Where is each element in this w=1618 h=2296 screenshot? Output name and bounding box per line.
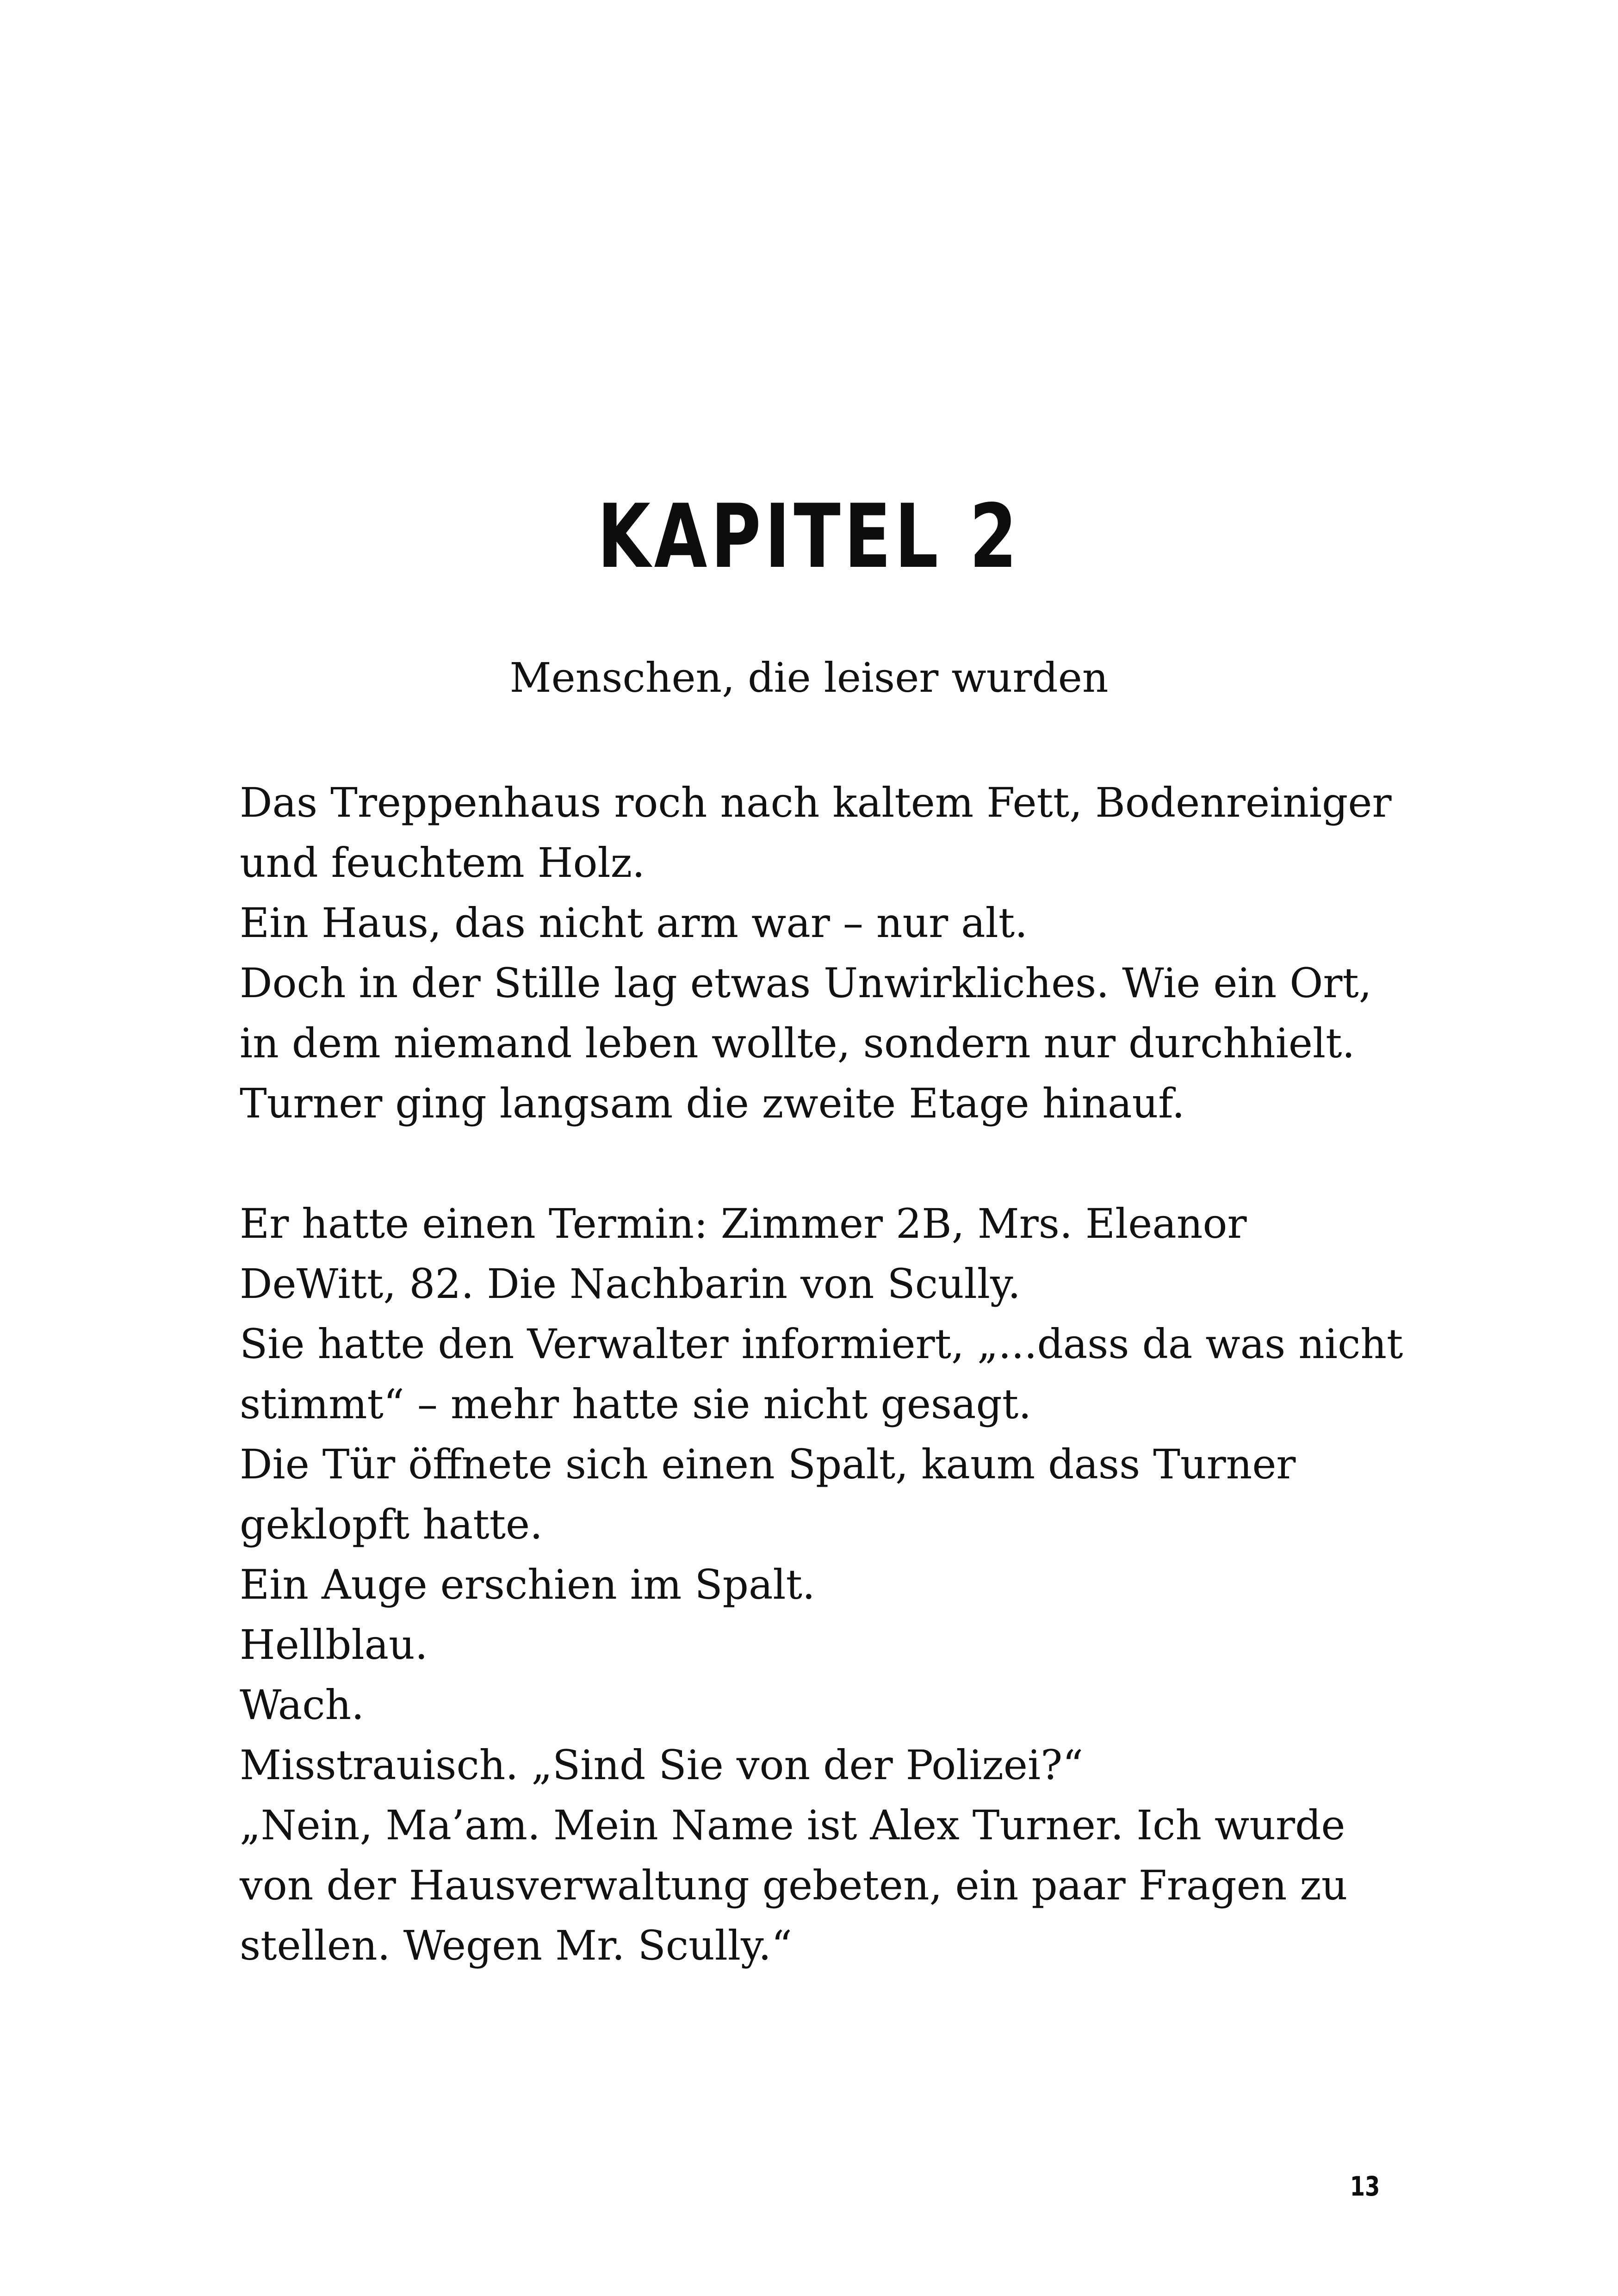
text-line: Misstrauisch. „Sind Sie von der Polizei?“ — [240, 1741, 1084, 1789]
text-line: Ein Auge erschien im Spalt. — [240, 1561, 815, 1608]
text-line: Ein Haus, das nicht arm war – nur alt. — [240, 899, 1028, 947]
text-line: stellen. Wegen Mr. Scully.“ — [240, 1922, 792, 1969]
text-line: von der Hausverwaltung gebeten, ein paar Fragen zu — [240, 1862, 1348, 1909]
text-line: Das Treppenhaus roch nach kaltem Fett, Bodenreiniger — [240, 779, 1392, 826]
text-line: Doch in der Stille lag etwas Unwirkliches. Wie ein Ort, — [240, 959, 1372, 1007]
body-text — [240, 773, 1424, 1976]
text-line: Die Tür öffnete sich einen Spalt, kaum dass Turner — [240, 1440, 1296, 1488]
text-line: in dem niemand leben wollte, sondern nur durchhielt. — [240, 1019, 1355, 1067]
chapter-title: KAPITEL 2 — [597, 485, 1021, 588]
text-line: stimmt“ – mehr hatte sie nicht gesagt. — [240, 1380, 1032, 1428]
text-line: Sie hatte den Verwalter informiert, „...dass da was nicht — [240, 1320, 1403, 1368]
text-line: Hellblau. — [240, 1621, 428, 1669]
text-line: Er hatte einen Termin: Zimmer 2B, Mrs. Eleanor — [240, 1200, 1247, 1247]
paragraph-2 — [240, 1194, 1424, 1976]
text-line: DeWitt, 82. Die Nachbarin von Scully. — [240, 1260, 1021, 1308]
text-line: Wach. — [240, 1681, 365, 1729]
paragraph-gap — [240, 1134, 1424, 1194]
text-line: „Nein, Ma’am. Mein Name ist Alex Turner. Ich wurde — [240, 1801, 1345, 1849]
text-line: und feuchtem Holz. — [240, 839, 645, 887]
chapter-subtitle: Menschen, die leiser wurden — [509, 654, 1109, 701]
text-line: Turner ging langsam die zweite Etage hinauf. — [240, 1080, 1185, 1127]
page-number: 13 — [1350, 2171, 1380, 2202]
paragraph-1 — [240, 773, 1424, 1134]
text-line: geklopft hatte. — [240, 1501, 543, 1548]
